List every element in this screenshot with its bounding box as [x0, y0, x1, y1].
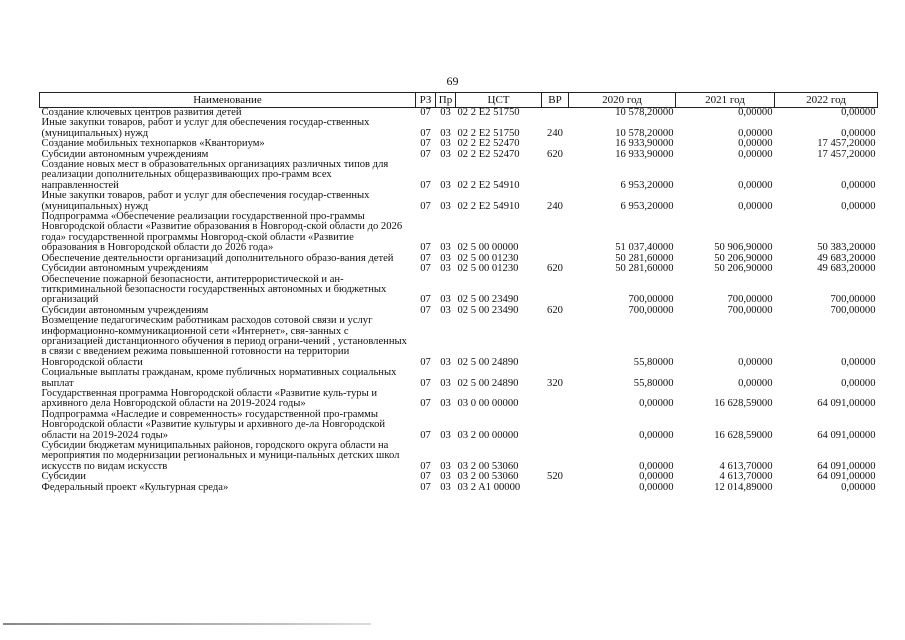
row-cst: 02 5 00 23490 — [457, 294, 519, 306]
row-rz: 07 — [420, 242, 431, 254]
row-vr — [542, 212, 569, 254]
row-cst: 02 5 00 23490 — [457, 304, 519, 316]
row-value-2022: 64 091,00000 — [817, 460, 876, 472]
row-pr: 03 — [440, 460, 451, 472]
row-rz: 07 — [420, 377, 431, 389]
row-cst: 02 2 E2 54910 — [457, 200, 520, 212]
row-value-2021: 700,00000 — [727, 294, 773, 306]
row-value-2022: 49 683,20000 — [817, 252, 876, 264]
row-cst: 02 5 00 01230 — [457, 252, 519, 264]
table-row — [40, 410, 878, 441]
row-pr: 03 — [440, 148, 451, 160]
row-value-2022: 0,00000 — [841, 356, 876, 368]
row-pr: 03 — [440, 377, 451, 389]
table-row — [40, 316, 878, 368]
row-pr: 03 — [440, 471, 451, 483]
table-row — [40, 160, 878, 191]
row-value-2020: 0,00000 — [639, 429, 674, 441]
row-vr: 320 — [547, 377, 563, 389]
col-header-pr: Пр — [436, 93, 456, 108]
row-rz: 07 — [420, 460, 431, 472]
row-name: Государственная программа Новгородской области «Развитие куль-туры и архивного дела Новгородской области на 2019-2024 годы» — [41, 387, 378, 410]
col-header-2022: 2022 год — [775, 93, 878, 108]
row-cst: 03 2 00 53060 — [457, 471, 519, 483]
row-value-2021: 0,00000 — [738, 200, 773, 212]
row-value-2020: 55,80000 — [633, 356, 674, 368]
row-rz: 07 — [420, 107, 431, 118]
table-row — [40, 368, 878, 389]
row-vr — [542, 160, 569, 191]
row-cst: 02 5 00 24890 — [457, 377, 519, 389]
row-rz: 07 — [420, 356, 431, 368]
row-pr: 03 — [440, 138, 451, 150]
row-value-2021: 0,00000 — [738, 377, 773, 389]
row-value-2021: 50 906,90000 — [714, 242, 773, 254]
row-rz: 07 — [420, 179, 431, 191]
row-vr: 620 — [547, 263, 563, 275]
row-rz: 07 — [420, 481, 431, 493]
row-name: Подпрограмма «Обеспечение реализации государственной про-граммы Новгородской области «Развитие образования в Новгород-ской области до 2026 года» государственной программы Новгород-ской области «Развитие образования в Новгородской области до 2026 года» — [41, 211, 403, 254]
page-number: 69 — [446, 74, 459, 88]
row-value-2020: 16 933,90000 — [615, 138, 674, 150]
row-name: Иные закупки товаров, работ и услуг для обеспечения государ-ственных (муниципальных) нужд — [41, 117, 370, 139]
table-header-row — [40, 93, 878, 108]
row-value-2021: 4 613,70000 — [719, 471, 773, 483]
table-row — [40, 483, 878, 493]
col-header-rz: РЗ — [416, 93, 436, 108]
row-vr — [542, 108, 569, 119]
row-pr: 03 — [440, 200, 451, 212]
row-pr: 03 — [440, 252, 451, 264]
row-name: Создание ключевых центров развития детей — [41, 107, 242, 118]
row-value-2022: 700,00000 — [830, 294, 876, 306]
table-row — [40, 191, 878, 212]
row-value-2021: 700,00000 — [727, 304, 773, 316]
row-value-2020: 0,00000 — [639, 471, 674, 483]
row-value-2020: 50 281,60000 — [615, 252, 674, 264]
row-value-2022: 17 457,20000 — [817, 148, 876, 160]
row-rz: 07 — [420, 127, 431, 139]
row-value-2021: 16 628,59000 — [714, 398, 773, 410]
table-row — [40, 212, 878, 254]
row-value-2022: 49 683,20000 — [817, 263, 876, 275]
row-pr: 03 — [440, 356, 451, 368]
row-name: Иные закупки товаров, работ и услуг для обеспечения государ-ственных (муниципальных) нужд — [41, 190, 370, 212]
row-value-2022: 0,00000 — [841, 200, 876, 212]
row-pr: 03 — [440, 242, 451, 254]
row-value-2020: 0,00000 — [639, 460, 674, 472]
row-pr: 03 — [440, 294, 451, 306]
row-cst: 02 5 00 00000 — [457, 242, 519, 254]
row-pr: 03 — [440, 429, 451, 441]
row-rz: 07 — [420, 304, 431, 316]
col-header-cst: ЦСТ — [456, 93, 542, 108]
scan-edge-line — [3, 623, 371, 625]
row-cst: 02 2 E2 51750 — [457, 107, 520, 118]
row-name: Создание мобильных технопарков «Кванториум» — [41, 138, 265, 150]
row-vr: 240 — [547, 127, 563, 139]
row-value-2021: 0,00000 — [738, 127, 773, 139]
row-pr: 03 — [440, 263, 451, 275]
row-vr — [542, 275, 569, 306]
row-name: Возмещение педагогическим работникам расходов сотовой связи и услуг информационно-коммуникационной сети «Интернет», свя-занных с организацией дистанционного обучения в период ограни-чений , установленных в связи с введением режима повышенной готовности на территории Новгородской области — [41, 315, 407, 368]
row-cst: 02 5 00 01230 — [457, 263, 519, 275]
row-value-2022: 0,00000 — [841, 481, 876, 493]
row-cst: 02 2 E2 54910 — [457, 179, 520, 191]
row-value-2020: 10 578,20000 — [615, 127, 674, 139]
row-name: Субсидии автономным учреждениям — [41, 148, 209, 160]
row-value-2021: 16 628,59000 — [714, 429, 773, 441]
row-value-2020: 0,00000 — [639, 398, 674, 410]
row-value-2022: 0,00000 — [841, 107, 876, 118]
row-vr — [542, 389, 569, 410]
row-vr — [542, 316, 569, 368]
row-value-2021: 50 206,90000 — [714, 263, 773, 275]
row-name: Субсидии автономным учреждениям — [41, 263, 209, 275]
row-pr: 03 — [440, 304, 451, 316]
row-value-2020: 700,00000 — [628, 304, 674, 316]
table-row — [40, 389, 878, 410]
budget-table — [39, 92, 878, 493]
row-value-2022: 0,00000 — [841, 127, 876, 139]
row-name: Обеспечение деятельности организаций дополнительного образо-вания детей — [41, 252, 394, 264]
row-value-2020: 10 578,20000 — [615, 107, 674, 118]
row-cst: 03 2 00 00000 — [457, 429, 519, 441]
row-pr: 03 — [440, 179, 451, 191]
row-name: Субсидии автономным учреждениям — [41, 304, 209, 316]
row-name: Федеральный проект «Культурная среда» — [41, 481, 229, 493]
row-value-2021: 4 613,70000 — [719, 460, 773, 472]
row-cst: 03 2 A1 00000 — [457, 481, 521, 493]
row-cst: 03 0 00 00000 — [457, 398, 519, 410]
row-name: Субсидии — [41, 471, 86, 483]
row-rz: 07 — [420, 471, 431, 483]
row-vr — [542, 441, 569, 472]
row-value-2021: 0,00000 — [738, 138, 773, 150]
row-value-2021: 0,00000 — [738, 107, 773, 118]
row-value-2022: 700,00000 — [830, 304, 876, 316]
row-value-2022: 64 091,00000 — [817, 429, 876, 441]
row-cst: 02 5 00 24890 — [457, 356, 519, 368]
col-header-2021: 2021 год — [676, 93, 775, 108]
row-value-2020: 700,00000 — [628, 294, 674, 306]
row-cst: 02 2 E2 52470 — [457, 148, 520, 160]
row-name: Создание новых мест в образовательных организациях различных типов для реализации дополнительных общеразвивающих про-грамм всех направленностей — [41, 159, 389, 191]
row-cst: 02 2 E2 51750 — [457, 127, 520, 139]
row-vr — [542, 410, 569, 441]
table-row — [40, 118, 878, 139]
row-value-2020: 6 953,20000 — [620, 200, 674, 212]
row-value-2020: 51 037,40000 — [615, 242, 674, 254]
row-pr: 03 — [440, 107, 451, 118]
row-vr: 620 — [547, 304, 563, 316]
row-name: Подпрограмма «Наследие и современность» государственной про-граммы Новгородской области «Развитие культуры и архивного де-ла Новгородской области на 2019-2024 годы» — [41, 408, 386, 441]
row-value-2020: 55,80000 — [633, 377, 674, 389]
row-name: Обеспечение пожарной безопасности, антитеррористической и ан-титкриминальной безопасности государственных автономных и бюджетных организаций — [41, 273, 387, 306]
row-pr: 03 — [440, 127, 451, 139]
row-name: Субсидии бюджетам муниципальных районов, городского округа области на мероприятия по модернизации региональных и муници-пальных детских школ искусств по видам искусств — [41, 440, 400, 472]
row-value-2020: 50 281,60000 — [615, 263, 674, 275]
row-vr: 520 — [547, 471, 563, 483]
row-rz: 07 — [420, 263, 431, 275]
row-value-2022: 0,00000 — [841, 377, 876, 389]
row-rz: 07 — [420, 138, 431, 150]
row-rz: 07 — [420, 200, 431, 212]
row-value-2020: 6 953,20000 — [620, 179, 674, 191]
table-row — [40, 441, 878, 472]
row-cst: 02 2 E2 52470 — [457, 138, 520, 150]
row-rz: 07 — [420, 148, 431, 160]
row-value-2022: 50 383,20000 — [817, 242, 876, 254]
row-vr: 240 — [547, 200, 563, 212]
row-pr: 03 — [440, 481, 451, 493]
col-header-2020: 2020 год — [569, 93, 676, 108]
row-vr: 620 — [547, 148, 563, 160]
row-value-2021: 0,00000 — [738, 148, 773, 160]
row-name: Социальные выплаты гражданам, кроме публичных нормативных социальных выплат — [41, 367, 397, 389]
row-value-2022: 17 457,20000 — [817, 138, 876, 150]
row-value-2021: 0,00000 — [738, 356, 773, 368]
col-header-name: Наименование — [40, 93, 416, 108]
table-row — [40, 275, 878, 306]
row-rz: 07 — [420, 252, 431, 264]
row-value-2021: 0,00000 — [738, 179, 773, 191]
row-value-2022: 64 091,00000 — [817, 471, 876, 483]
row-vr — [542, 483, 569, 493]
row-rz: 07 — [420, 294, 431, 306]
row-cst: 03 2 00 53060 — [457, 460, 519, 472]
row-value-2020: 0,00000 — [639, 481, 674, 493]
row-value-2021: 12 014,89000 — [714, 481, 773, 493]
table-row — [40, 264, 878, 274]
row-rz: 07 — [420, 398, 431, 410]
col-header-vr: ВР — [542, 93, 569, 108]
row-value-2021: 50 206,90000 — [714, 252, 773, 264]
row-rz: 07 — [420, 429, 431, 441]
row-value-2022: 0,00000 — [841, 179, 876, 191]
row-value-2020: 16 933,90000 — [615, 148, 674, 160]
row-value-2022: 64 091,00000 — [817, 398, 876, 410]
row-pr: 03 — [440, 398, 451, 410]
